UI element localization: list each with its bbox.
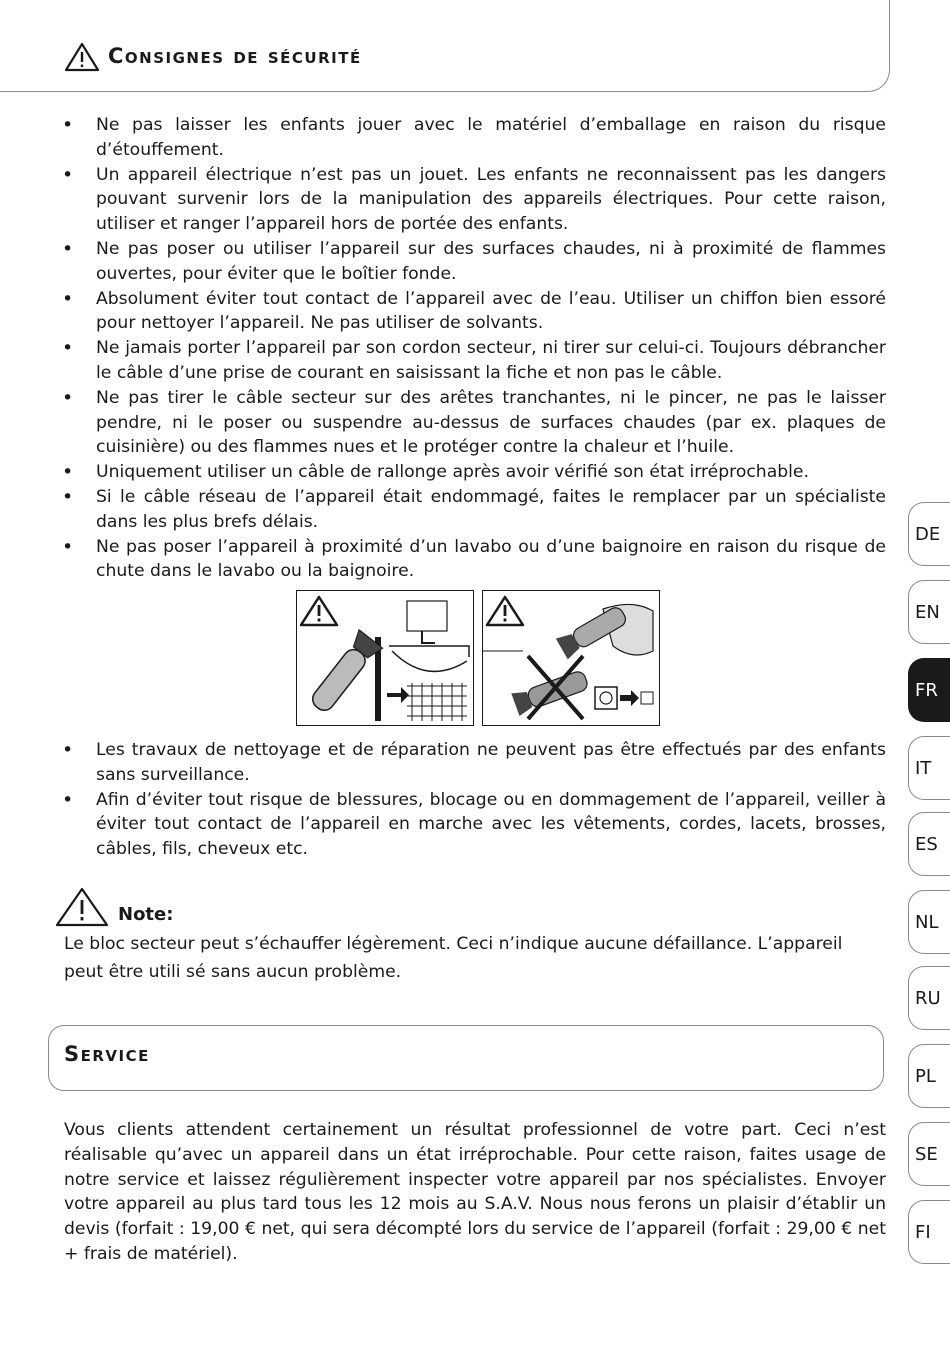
lang-tab-fi[interactable]: FI [908, 1200, 950, 1264]
list-item: • Ne jamais porter l’appareil par son cordon secteur, ni tirer sur celui-ci. Toujours débrancher le câble d’une prise de courant en saisissant la fiche et non pas le câble. [62, 336, 886, 386]
list-item: • Ne pas poser l’appareil à proximité d’un lavabo ou d’une baignoire en raison du risque de chute dans le lavabo ou la baignoire. [62, 535, 886, 585]
note-warning-icon [54, 886, 110, 928]
note-title: Note: [118, 904, 174, 925]
list-item: • Les travaux de nettoyage et de réparation ne peuvent pas être effectués par des enfants sans surveillance. [62, 738, 886, 788]
list-item: • Un appareil électrique n’est pas un jouet. Les enfants ne reconnaissent pas les dangers pouvant survenir lors de la manipulation des appareils électriques. Pour cette raison, utiliser et ranger l’appareil hors de portée des enfants. [62, 163, 886, 237]
section-title-safety: Consignes de sécurité [108, 44, 362, 68]
list-item: • Ne pas poser ou utiliser l’appareil sur des surfaces chaudes, ni à proximité de flammes ouvertes, pour éviter que le boîtier fonde. [62, 237, 886, 287]
warning-icon [64, 42, 100, 72]
illustration-cleaning-warning [482, 590, 660, 726]
lang-tab-fr[interactable]: FR [908, 658, 950, 722]
list-item: • Absolument éviter tout contact de l’appareil avec de l’eau. Utiliser un chiffon bien essoré pour nettoyer l’appareil. Ne pas utiliser de solvants. [62, 287, 886, 337]
lang-tab-nl[interactable]: NL [908, 890, 950, 954]
list-item: • Uniquement utiliser un câble de rallonge après avoir vérifié son état irréprochable. [62, 460, 886, 485]
service-header-box [48, 1025, 884, 1091]
lang-tab-se[interactable]: SE [908, 1122, 950, 1186]
safety-list [62, 113, 886, 584]
lang-tab-ru[interactable]: RU [908, 966, 950, 1030]
lang-tab-it[interactable]: IT [908, 736, 950, 800]
list-item: • Ne pas laisser les enfants jouer avec le matériel d’emballage en raison du risque d’étouffement. [62, 113, 886, 163]
service-text: Vous clients attendent certainement un résultat professionnel de votre part. Ceci n’est réalisable qu’avec un appareil dans un état irréprochable. Pour cette raison, faites usage de notre service et laissez régulièrement inspecter votre appareil par nos spécialistes. Envoyer votre appareil au plus tard tous les 12 mois au S.A.V. Nous nous ferons un plaisir d’établir un devis (forfait : 19,00 € net, qui sera décompté lors du service de l’appareil (forfait : 29,00 € net + frais de matériel). [64, 1120, 886, 1264]
note-text: Le bloc secteur peut s’échauffer légèrement. Ceci n’indique aucune défaillance. L’appareil peut être utili sé sans aucun problème. [64, 934, 843, 982]
list-item: • Afin d’éviter tout risque de blessures, blocage ou en dommagement de l’appareil, veiller à éviter tout contact de l’appareil en marche avec les vêtements, cordes, lacets, brosses, câbles, fils, cheveux etc. [62, 788, 886, 862]
section-title-service: Service [64, 1042, 150, 1066]
lang-tab-pl[interactable]: PL [908, 1044, 950, 1108]
lang-tab-es[interactable]: ES [908, 812, 950, 876]
list-item: • Ne pas tirer le câble secteur sur des arêtes tranchantes, ni le pincer, ne pas le laisser pendre, ni le poser ou suspendre au-dessus de surfaces chaudes (par ex. plaques de cuisinière) ou des flammes nues et le protéger contre la chaleur et l’huile. [62, 386, 886, 460]
list-item: • Si le câble réseau de l’appareil était endommagé, faites le remplacer par un spécialiste dans les plus brefs délais. [62, 485, 886, 535]
illustration-sink-warning [296, 590, 474, 726]
lang-tab-de[interactable]: DE [908, 502, 950, 566]
lang-tab-en[interactable]: EN [908, 580, 950, 644]
safety-list-2 [62, 738, 886, 862]
